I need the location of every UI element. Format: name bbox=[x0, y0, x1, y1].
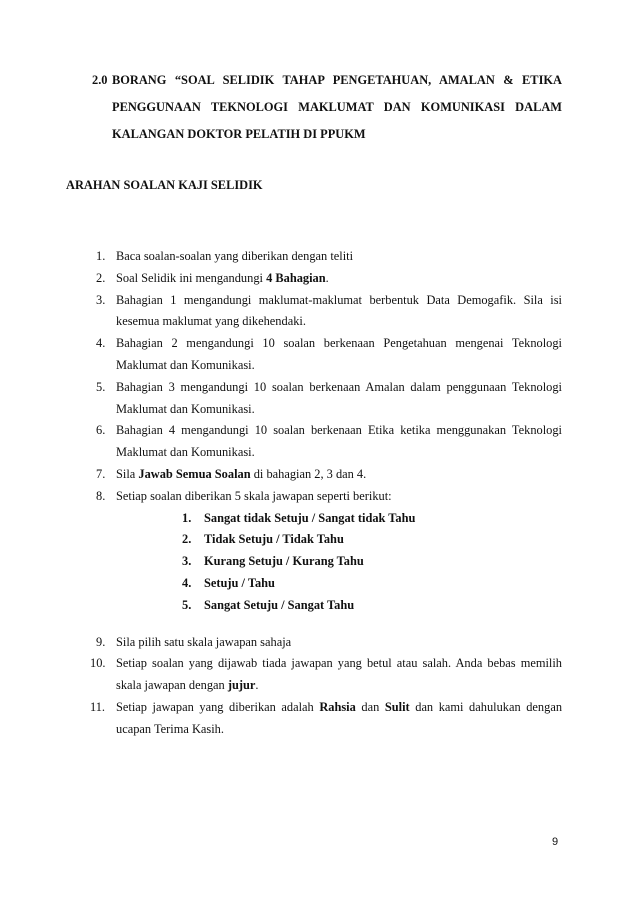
scale-item: 1. Sangat tidak Setuju / Sangat tidak Tahu bbox=[182, 510, 416, 525]
answer-scale-list bbox=[116, 508, 562, 617]
instruction-list bbox=[66, 246, 562, 741]
section-heading bbox=[92, 67, 562, 148]
scale-item: 4. Setuju / Tahu bbox=[182, 575, 275, 590]
list-item: 9. Sila pilih satu skala jawapan sahaja bbox=[96, 634, 292, 649]
list-item: 4. Bahagian 2 mengandungi 10 soalan berkenaan Pengetahuan mengenai Teknologi Maklumat dan Komunikasi. bbox=[96, 336, 562, 372]
scale-item: 2. Tidak Setuju / Tidak Tahu bbox=[182, 532, 344, 547]
list-item: 5. Bahagian 3 mengandungi 10 soalan berkenaan Amalan dalam penggunaan Teknologi Maklumat dan Komunikasi. bbox=[96, 379, 562, 416]
list-item: 11. Setiap jawapan yang diberikan adalah Rahsia dan Sulit dan kami dahulukan dengan ucapan Terima Kasih. bbox=[90, 699, 563, 736]
instructions-heading: ARAHAN SOALAN KAJI SELIDIK bbox=[66, 178, 263, 192]
spacer bbox=[66, 617, 562, 632]
list-item: 2. Soal Selidik ini mengandungi 4 Bahagian. bbox=[96, 270, 329, 285]
scale-item: 5. Sangat Setuju / Sangat Tahu bbox=[182, 597, 355, 612]
list-item: 7. Sila Jawab Semua Soalan di bahagian 2, 3 dan 4. bbox=[96, 466, 367, 481]
section-title: BORANG “SOAL SELIDIK TAHAP PENGETAHUAN, AMALAN & ETIKA PENGGUNAAN TEKNOLOGI MAKLUMAT DAN KOMUNIKASI DALAM KALANGAN DOKTOR PELATIH DI PPUKM bbox=[112, 73, 562, 141]
section-number: 2.0 bbox=[92, 73, 108, 87]
list-item: 8. Setiap soalan diberikan 5 skala jawapan seperti berikut: 1. Sangat tidak Setuju / Sangat tidak Tahu 2. Tidak Setuju / Tidak Tahu 3. Kurang Setuju / Kurang Tahu 4. Setuju / Tahu 5. Sangat Setuju / Sangat Tahu bbox=[66, 486, 562, 617]
list-item: 3. Bahagian 1 mengandungi maklumat-maklumat berbentuk Data Demogafik. Sila isi kesemua maklumat yang dikehendaki. bbox=[96, 292, 562, 329]
page-number: 9 bbox=[552, 836, 559, 848]
list-item: 1. Baca soalan-soalan yang diberikan dengan teliti bbox=[96, 249, 354, 263]
list-item: 10. Setiap soalan yang dijawab tiada jawapan yang betul atau salah. Anda bebas memilih skala jawapan dengan jujur. bbox=[90, 656, 562, 693]
scale-item: 3. Kurang Setuju / Kurang Tahu bbox=[182, 554, 364, 569]
list-item: 6. Bahagian 4 mengandungi 10 soalan berkenaan Etika ketika menggunakan Teknologi Maklumat dan Komunikasi. bbox=[96, 423, 562, 460]
